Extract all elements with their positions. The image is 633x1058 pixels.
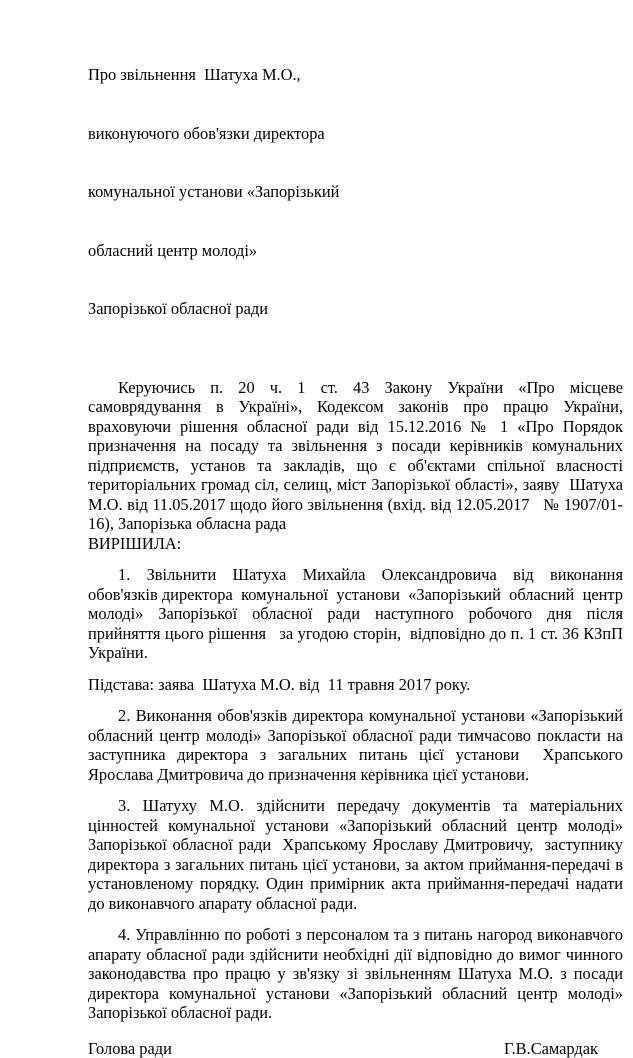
resolution-word: ВИРІШИЛА: bbox=[88, 534, 623, 554]
basis-line: Підстава: заява Шатуха М.О. від 11 травня 2017 року. bbox=[88, 675, 623, 695]
subject-line: Запорізької обласної ради bbox=[88, 299, 378, 319]
signature-row bbox=[88, 1039, 623, 1058]
subject-line: комунальної установи «Запорізький bbox=[88, 182, 378, 202]
document-subject-block bbox=[88, 26, 378, 358]
preamble-paragraph: Керуючись п. 20 ч. 1 ст. 43 Закону України «Про місцеве самоврядування в Україні», Кодексом законів про працю України, враховуючи рішення обласної ради від 15.12.2016 № 1 «Про Порядок призначення на посаду та звільнення з посади керівників комунальних підприємств, установ та закладів, що є об'єктами спільної власності територіальних громад сіл, селищ, міст Запорізької області», заяву Шатуха М.О. від 11.05.2017 щодо його звільнення (вхід. від 12.05.2017 № 1907/01-16), Запорізька обласна рада bbox=[88, 378, 623, 534]
document-content bbox=[88, 26, 623, 1058]
signature-name: Г.В.Самардак bbox=[504, 1039, 598, 1058]
subject-line: обласний центр молоді» bbox=[88, 241, 378, 261]
resolution-item-4: 4. Управлінню по роботі з персоналом та з питань нагород виконавчого апарату обласної ради здійснити необхідні дії відповідно до вимог чинного законодавства про працю у зв'язку зі звільненням Шатуха М.О. з посади директора комунальної установи «Запорізький обласний центр молоді» Запорізької обласної ради. bbox=[88, 925, 623, 1023]
resolution-item-3: 3. Шатуху М.О. здійснити передачу документів та матеріальних цінностей комунальної установи «Запорізький обласний центр молоді» Запорізької обласної ради Храпському Ярославу Дмитровичу, заступнику директора з загальних питань цієї установи, за актом приймання-передачі в установленому порядку. Один примірник акта приймання-передачі надати до виконавчого апарату обласної ради. bbox=[88, 796, 623, 913]
subject-line: виконуючого обов'язки директора bbox=[88, 124, 378, 144]
signature-role: Голова ради bbox=[88, 1039, 172, 1058]
resolution-item-2: 2. Виконання обов'язків директора комунальної установи «Запорізький обласний центр молоді» Запорізької обласної ради тимчасово покласти на заступника директора з загальних питань цієї установи Храпського Ярослава Дмитровича до призначення керівника цієї установи. bbox=[88, 706, 623, 784]
subject-line: Про звільнення Шатуха М.О., bbox=[88, 65, 378, 85]
resolution-item-1: 1. Звільнити Шатуха Михайла Олександровича від виконання обов'язків директора комунальної установи «Запорізький обласний центр молоді» Запорізької обласної ради наступного робочого дня після прийняття цього рішення за угодою сторін, відповідно до п. 1 ст. 36 КЗпП України. bbox=[88, 565, 623, 663]
